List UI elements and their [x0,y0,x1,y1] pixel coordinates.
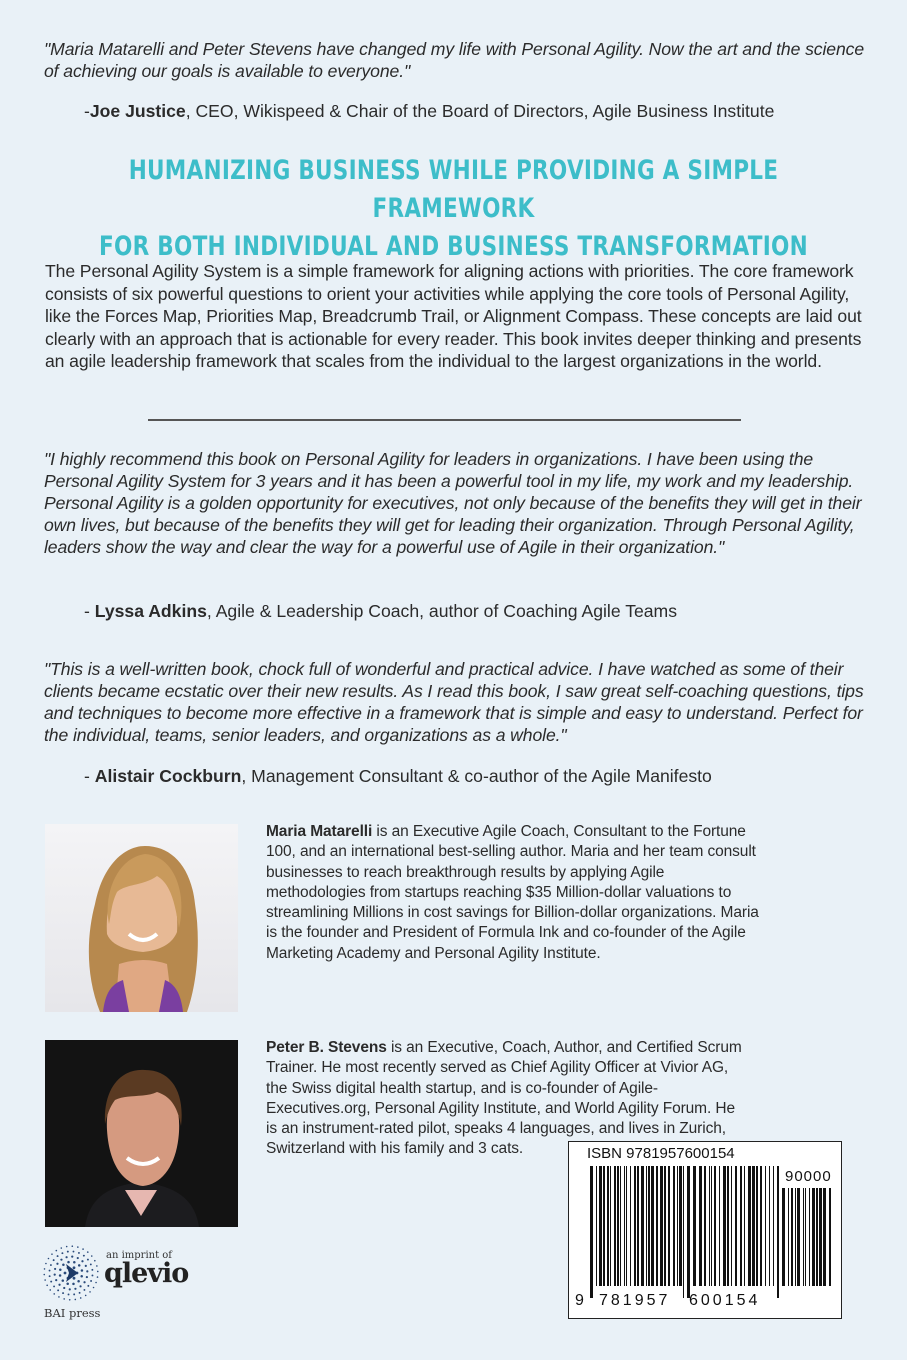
logo-dot [58,1296,60,1298]
price-code: 90000 [785,1168,832,1185]
attribution-name: Joe Justice [89,101,186,121]
bio-maria-name: Maria Matarelli [266,823,373,840]
barcode-bar [777,1166,779,1298]
headline [91,152,817,266]
attribution-alistair-cockburn [84,765,884,787]
logo-dot [53,1293,55,1295]
logo-dot [49,1289,51,1291]
logo-dot [53,1285,55,1287]
barcode-bar [765,1166,766,1286]
logo-dot [86,1276,88,1278]
logo-dot [67,1261,70,1264]
isbn-label: ISBN 9781957600154 [587,1145,735,1162]
barcode-bar [603,1166,605,1286]
quote-lyssa-adkins: "I highly recommend this book on Personal Agility for leaders in organizations. I have been using the Personal Agility System for 3 years and it has been a powerful tool in my life, my work and my leadership. Personal Agility is a golden opportunity for executives, not only because of the benefits they will get in their own lives, but because of the benefits they will get for leading their organization. Through Personal Agility, leaders show the way and clear the way for a powerful use of Agile in their organization." [44,449,862,557]
logo-dot [90,1263,92,1265]
barcode-bar [660,1166,663,1286]
barcode-bar [744,1166,745,1286]
logo-dot [55,1279,57,1281]
logo-dot [80,1297,82,1299]
barcode-bar [617,1166,619,1286]
imprint-of-label: an imprint of [106,1250,173,1261]
logo-dot [44,1279,46,1281]
bio-maria [266,822,766,964]
attribution-title: , CEO, Wikispeed & Chair of the Board of Directors, Agile Business Institute [185,101,775,121]
barcode-bar [630,1166,631,1286]
barcode-bar [788,1188,789,1286]
barcode-bar [687,1166,690,1298]
logo-dot [68,1294,70,1296]
logo-dot [56,1250,58,1252]
logo-dot [87,1259,89,1261]
barcode-bar [769,1166,770,1286]
logo-dot [69,1299,71,1301]
logo-dot [79,1292,81,1294]
logo-dot [83,1281,85,1283]
logo-dot [65,1256,67,1258]
logo-dot [53,1259,55,1261]
barcode-bar [829,1188,831,1286]
logo-dot [73,1293,75,1295]
logo-dot [44,1268,46,1270]
logo-dot [63,1287,65,1289]
barcode-bar [791,1188,793,1286]
logo-dot [83,1289,85,1291]
barcode-bar [723,1166,726,1286]
barcode-bar [664,1166,666,1286]
barcode-bar [673,1166,675,1286]
attribution-name: Lyssa Adkins [94,601,207,621]
logo-dot [78,1264,81,1267]
logo-dot [71,1256,73,1258]
logo-dot [74,1288,76,1290]
barcode-bar [610,1166,611,1286]
quote-alistair-cockburn: "This is a well-written book, chock full of wonderful and practical advice. I have watched as some of their clients became ecstatic over their new results. As I read this book, I saw great self-coaching questions, tips and techniques to become more effective in a framework that is simple and easy to understand. Perfect for the individual, teams, senior leaders, and organizations as a whole." [44,659,864,745]
logo-dot [87,1251,89,1253]
barcode-bar [756,1166,758,1286]
barcode-bar [797,1188,800,1286]
headline-line-1: HUMANIZING BUSINESS WHILE PROVIDING A SIMPLE FRAMEWORK [128,155,779,224]
logo-dot [77,1246,79,1248]
barcode-bars [589,1166,781,1298]
logo-dot [62,1292,64,1294]
barcode-bar [646,1166,647,1286]
attribution-title: , Management Consultant & co-author of the Agile Manifesto [241,766,712,786]
logo-dot [59,1274,62,1277]
barcode-bar [668,1166,670,1286]
publisher-logo [40,1244,200,1324]
logo-dot [46,1284,48,1286]
logo-dot [91,1269,93,1271]
logo-dot [60,1259,62,1261]
headline-line-2: FOR BOTH INDIVIDUAL AND BUSINESS TRANSFORMATION [99,231,808,262]
logo-dot [90,1280,92,1282]
barcode-bar [819,1188,822,1286]
logo-dot [81,1260,83,1262]
barcode-bar [637,1166,639,1286]
barcode-bar [607,1166,609,1286]
logo-dot [43,1274,45,1276]
logo-dot [56,1263,58,1265]
barcode-bar [823,1188,826,1286]
barcode-bar [760,1166,762,1286]
logo-dot [75,1299,77,1301]
barcode-bar [752,1166,755,1286]
barcode-bar [679,1166,682,1286]
bai-press-label: BAI press [44,1306,101,1320]
barcode-bar [596,1166,597,1286]
barcode-bar [782,1188,785,1286]
logo-arrow [66,1264,78,1282]
logo-dot [72,1283,75,1286]
barcode-bar [590,1166,593,1298]
attribution-prefix: - [84,101,90,121]
logo-dot [79,1285,81,1287]
logo-dot [94,1260,96,1262]
barcode-bar [740,1166,742,1286]
barcode-digits-left: 781957 [599,1292,671,1309]
attribution-title: , Agile & Leadership Coach, author of Coaching Agile Teams [206,601,678,621]
logo-dot [60,1247,62,1249]
attribution-prefix: - [84,766,95,786]
logo-dot [77,1280,80,1283]
barcode-digits-right: 600154 [689,1292,761,1309]
logo-dot [97,1271,99,1273]
logo-dot [54,1274,56,1276]
logo-dot [63,1298,65,1300]
barcode-bar [648,1166,650,1286]
author-photo-maria [45,824,238,1012]
barcode-bar [620,1166,621,1286]
barcode-bar [748,1166,751,1286]
isbn-barcode [568,1141,842,1319]
barcode-bar [656,1166,658,1286]
barcode-bar [803,1188,804,1286]
logo-dot [93,1287,95,1289]
logo-dot [66,1246,68,1248]
bio-maria-text: is an Executive Agile Coach, Consultant to the Fortune 100, and an international best-selling author. Maria and her team consult businesses to reach breakthrough results by applying Agile methodologies from startups reaching $35 Million-dollar valuations to streamlining Millions in cost savings for Billion-dollar organizations. Maria is the founder and President of Formula Ink and co-founder of the Agile Marketing Academy and Personal Agility Institute. [266,823,759,962]
logo-dot [64,1272,67,1275]
barcode-bar [809,1188,810,1286]
attribution-joe-justice [84,100,884,122]
bio-peter-name: Peter B. Stevens [266,1039,387,1056]
barcode-bar [634,1166,636,1286]
logo-dot [83,1255,85,1257]
barcode-bar [677,1166,678,1286]
barcode-bar [719,1166,720,1286]
logo-dot [91,1255,93,1257]
logo-dot [87,1285,89,1287]
author-photo-peter [45,1040,238,1227]
book-description: The Personal Agility System is a simple framework for aligning actions with priorities. The core framework consists of six powerful questions to orient your activities while applying the core tools of Personal Agility, like the Forces Map, Priorities Map, Breadcrumb Trail, or Alignment Compass. These concepts are laid out clearly with an approach that is actionable for every reader. This book invites deeper thinking and presents an agile leadership framework that scales from the individual to the largest organizations in the world. [45,261,862,371]
barcode-bar [714,1166,716,1286]
logo-dot [48,1258,50,1260]
barcode-bar [773,1166,774,1286]
quote-joe-justice: "Maria Matarelli and Peter Stevens have changed my life with Personal Agility. Now the art and the science of achieving our goals is available to everyone." [44,39,865,81]
barcode-bar [711,1166,712,1286]
logo-dot [49,1275,51,1277]
logo-dot [54,1268,56,1270]
barcode-bar [651,1166,654,1286]
logo-dot [61,1252,63,1254]
bai-dots-logo-icon [42,1244,100,1302]
logo-dot [80,1275,83,1278]
logo-dot [85,1295,87,1297]
logo-dot [69,1288,71,1290]
barcode-bar [727,1166,729,1286]
logo-dot [62,1264,65,1267]
logo-dot [45,1263,47,1265]
logo-dot [95,1282,97,1284]
logo-dot [51,1253,53,1255]
logo-dot [49,1270,51,1272]
price-barcode-bars [781,1188,833,1298]
logo-dot [96,1265,98,1267]
logo-dot [73,1261,76,1264]
logo-dot [81,1269,84,1272]
logo-dot [73,1277,76,1280]
barcode-bar [626,1166,627,1286]
logo-dot [57,1289,59,1291]
logo-dot [66,1282,69,1285]
barcode-bar [735,1166,737,1286]
attribution-name: Alistair Cockburn [94,766,242,786]
attribution-prefix: - [84,601,95,621]
logo-dot [58,1284,60,1286]
logo-dot [50,1281,52,1283]
logo-dot [67,1251,69,1253]
logo-dot [57,1255,59,1257]
qlevio-brand: qlevio [104,1258,189,1289]
bio-peter-text: is an Executive, Coach, Author, and Certified Scrum Trainer. He most recently served as Chief Agility Officer at Vivior AG, the Swiss digital health startup, and is co-founder of Agile-Executives.org, Personal Agility Institute, and World Agility Forum. He is an instrument-rated pilot, speaks 4 languages, and lives in Zurich, Switzerland with his family and 3 cats. [266,1039,742,1158]
barcode-bar [816,1188,818,1286]
logo-dot [73,1251,75,1253]
logo-dot [92,1275,94,1277]
barcode-bar [641,1166,644,1286]
logo-dot [71,1245,73,1247]
barcode-bar [812,1188,815,1286]
logo-dot [62,1279,65,1282]
attribution-lyssa-adkins [84,600,884,622]
barcode-bar [795,1188,796,1286]
barcode-bar [683,1166,684,1298]
barcode-digit-first: 9 [575,1292,584,1309]
logo-dot [82,1248,84,1250]
logo-dot [85,1265,87,1267]
logo-dot [78,1252,80,1254]
logo-dot [89,1291,91,1293]
barcode-bar [599,1166,602,1286]
barcode-bar [693,1166,696,1286]
barcode-bar [731,1166,732,1286]
logo-dot [73,1266,76,1269]
barcode-bar [614,1166,616,1286]
barcode-bar [699,1166,702,1286]
logo-dot [77,1257,79,1259]
logo-dot [59,1268,62,1271]
barcode-bar [709,1166,710,1286]
logo-dot [97,1276,99,1278]
logo-dot [86,1270,88,1272]
divider [148,419,741,421]
logo-dot [50,1264,52,1266]
barcode-bar [805,1188,806,1286]
barcode-bar [624,1166,625,1286]
barcode-bar [704,1166,706,1286]
